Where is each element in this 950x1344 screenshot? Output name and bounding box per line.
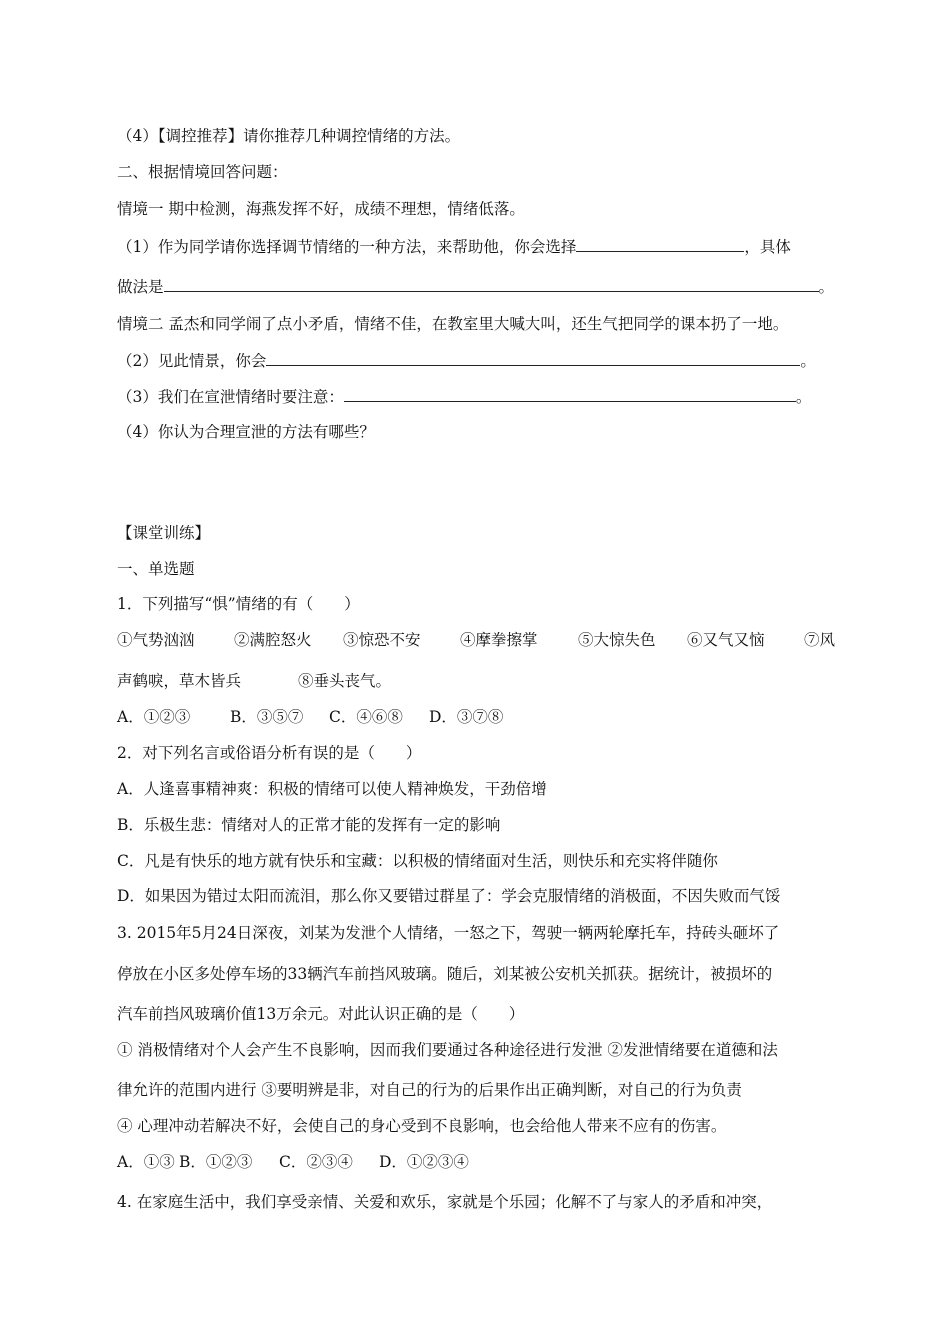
item-4: ④摩拳擦掌 [460, 631, 538, 649]
item-5: ⑤大惊失色 [578, 631, 656, 649]
question-4-venting: （4）你认为合理宣泄的方法有哪些？ [117, 423, 375, 441]
option-b[interactable]: B．③⑤⑦ [230, 708, 304, 726]
answer-blank-method[interactable] [576, 236, 744, 252]
section-heading-scenarios: 二、根据情境回答问题： [117, 163, 288, 181]
mc-question-3-stem: 3. 2015年5月24日深夜，刘某为发泄个人情绪，一怒之下，驾驶一辆两轮摩托车，持砖头砸坏了 [117, 924, 780, 942]
option-a[interactable]: A．人逢喜事精神爽：积极的情绪可以使人精神焕发，干劲倍增 [117, 780, 547, 798]
item-7: ⑦风 [804, 631, 836, 649]
option-c[interactable]: C．②③④ [279, 1153, 353, 1171]
training-title: 【课堂训练】 [117, 524, 211, 542]
question-2-line [117, 350, 816, 371]
mc-question-4-stem: 4. 在家庭生活中，我们享受亲情、关爱和欢乐，家就是个乐园；化解不了与家人的矛盾和冲突， [117, 1193, 773, 1211]
item-2: ②满腔怒火 [234, 631, 312, 649]
mc-question-3-statement: ① 消极情绪对个人会产生不良影响，因而我们要通过各种途径进行发泄 ②发泄情绪要在道德和法 [117, 1041, 778, 1059]
item-3: ③惊恐不安 [343, 631, 421, 649]
option-d[interactable]: D．如果因为错过太阳而流泪，那么你又要错过群星了：学会克服情绪的消极面，不因失败而气馁 [117, 887, 781, 905]
item-6: ⑥又气又恼 [687, 631, 765, 649]
answer-blank-attention[interactable] [344, 386, 796, 402]
section-single-choice: 一、单选题 [117, 560, 195, 578]
period: 。 [800, 352, 816, 370]
mc-question-3-statement-cont: 律允许的范围内进行 ③要明辨是非，对自己的行为的后果作出正确判断，对自己的行为负责 [117, 1081, 742, 1099]
option-d[interactable]: D．①②③④ [379, 1153, 469, 1171]
scenario-2: 情境二 孟杰和同学闹了点小矛盾，情绪不佳，在教室里大喊大叫，还生气把同学的课本扔了一地。 [117, 315, 789, 333]
question-3-text: （3）我们在宣泄情绪时要注意： [117, 388, 344, 406]
question-1-continuation [117, 276, 834, 297]
option-a[interactable]: A．①②③ [117, 708, 191, 726]
question-1-text: （1）作为同学请你选择调节情绪的一种方法，来帮助他，你会选择 [117, 238, 577, 256]
mc-question-2-stem: 2．对下列名言或俗语分析有误的是（ ） [117, 744, 422, 762]
period: 。 [818, 278, 835, 296]
mc-question-1-stem: 1．下列描写“惧”情绪的有（ ） [117, 595, 360, 613]
option-d[interactable]: D．③⑦⑧ [429, 708, 504, 726]
answer-blank-reaction[interactable] [266, 350, 800, 366]
scenario-1: 情境一 期中检测，海燕发挥不好，成绩不理想，情绪低落。 [117, 200, 525, 218]
mc-question-3-statement-4: ④ 心理冲动若解决不好，会使自己的身心受到不良影响，也会给他人带来不应有的伤害。 [117, 1117, 727, 1135]
question-2-text: （2）见此情景，你会 [117, 352, 267, 370]
mc-question-3-stem-cont: 汽车前挡风玻璃价值13万余元。对此认识正确的是（ ） [117, 1005, 525, 1023]
option-c[interactable]: C．④⑥⑧ [329, 708, 403, 726]
item-8: ⑧垂头丧气。 [298, 672, 392, 690]
question-1-suffix: ，具体 [744, 238, 791, 256]
period: 。 [795, 388, 812, 406]
option-b[interactable]: B．①②③ [179, 1153, 253, 1171]
question-4-regulation: （4）【调控推荐】请你推荐几种调控情绪的方法。 [117, 127, 461, 145]
question-1-line [117, 236, 791, 257]
mc-question-3-stem-cont: 停放在小区多处停车场的33辆汽车前挡风玻璃。随后，刘某被公安机关抓获。据统计，被损坏的 [117, 965, 773, 983]
question-1-practice-label: 做法是 [117, 278, 164, 296]
item-1: ①气势汹汹 [117, 631, 195, 649]
option-a[interactable]: A．①③ [117, 1153, 175, 1171]
option-c[interactable]: C．凡是有快乐的地方就有快乐和宝藏：以积极的情绪面对生活，则快乐和充实将伴随你 [117, 852, 718, 870]
question-3-line [117, 386, 811, 407]
option-b[interactable]: B．乐极生悲：情绪对人的正常才能的发挥有一定的影响 [117, 816, 501, 834]
item-7-cont: 声鹤唳，草木皆兵 [117, 672, 242, 690]
answer-blank-practice[interactable] [164, 276, 819, 292]
